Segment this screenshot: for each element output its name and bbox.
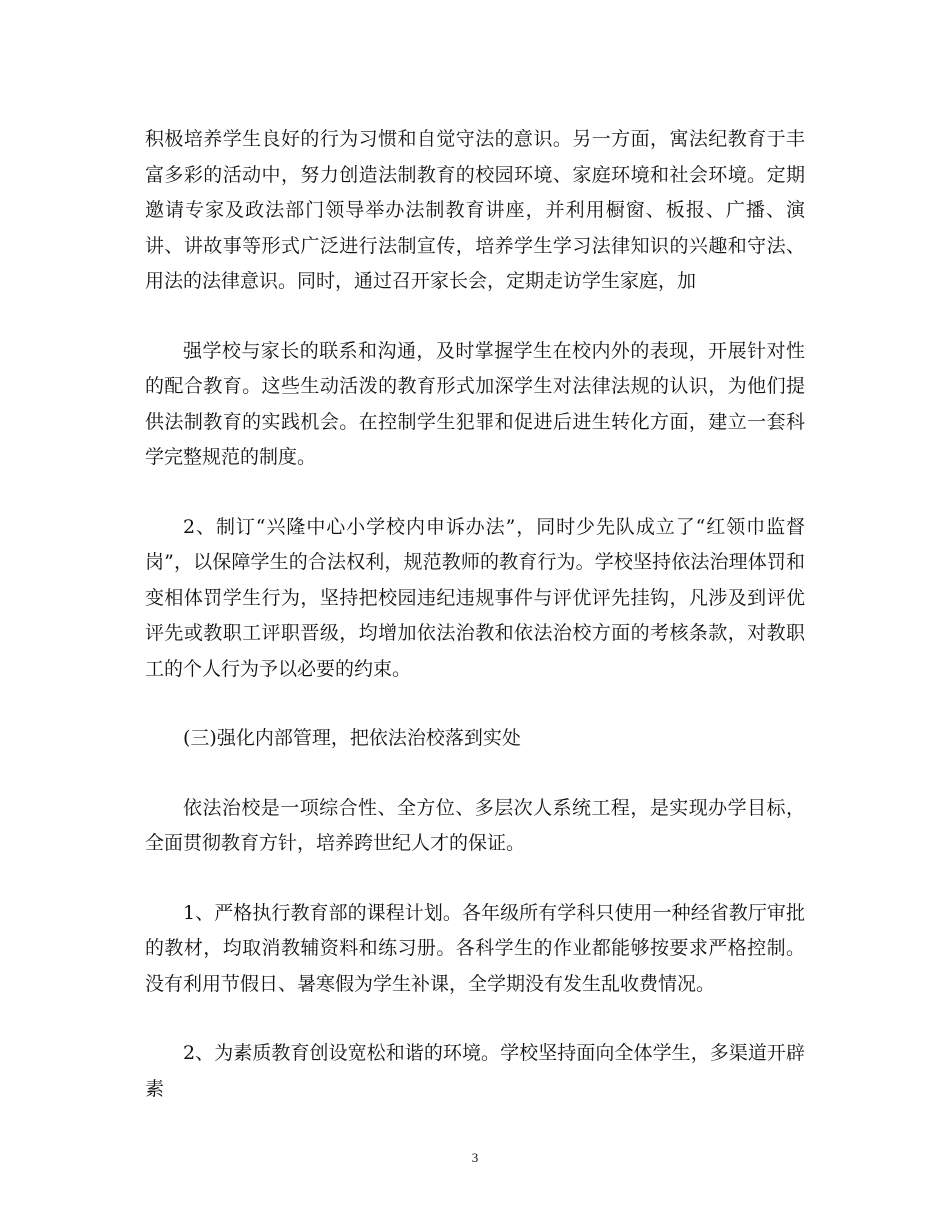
paragraph-7: 2、为素质教育创设宽松和谐的环境。学校坚持面向全体学生，多渠道开辟素	[145, 1042, 805, 1100]
section-heading: (三)强化内部管理，把依法治校落到实处	[183, 727, 521, 749]
paragraph-5: 依法治校是一项综合性、全方位、多层次人系统工程，是实现办学目标，全面贯彻教育方针，培养跨世纪人才的保证。	[145, 796, 805, 854]
document-body	[145, 122, 805, 1107]
paragraph-2: 强学校与家长的联系和沟通，及时掌握学生在校内外的表现，开展针对性的配合教育。这些生动活泼的教育形式加深学生对法律法规的认识，为他们提供法制教育的实践机会。在控制学生犯罪和促进后进生转化方面，建立一套科学完整规范的制度。	[145, 339, 805, 468]
paragraph-1: 积极培养学生良好的行为习惯和自觉守法的意识。另一方面，寓法纪教育于丰富多彩的活动中，努力创造法制教育的校园环境、家庭环境和社会环境。定期邀请专家及政法部门领导举办法制教育讲座，并利用橱窗、板报、广播、演讲、讲故事等形式广泛进行法制宣传，培养学生学习法律知识的兴趣和守法、用法的法律意识。同时，通过召开家长会，定期走访学生家庭，加	[145, 128, 805, 292]
paragraph-6: 1、严格执行教育部的课程计划。各年级所有学科只使用一种经省教厅审批的教材，均取消教辅资料和练习册。各科学生的作业都能够按要求严格控制。没有利用节假日、暑寒假为学生补课，全学期没有发生乱收费情况。	[145, 901, 805, 995]
page-number: 3	[471, 1150, 479, 1165]
paragraph-3: 2、制订“兴隆中心小学校内申诉办法”，同时少先队成立了“红领巾监督岗”，以保障学生的合法权利，规范教师的教育行为。学校坚持依法治理体罚和变相体罚学生行为，坚持把校园违纪违规事件与评优评先挂钩，凡涉及到评优评先或教职工评职晋级，均增加依法治教和依法治校方面的考核条款，对教职工的个人行为予以必要的约束。	[145, 515, 805, 680]
